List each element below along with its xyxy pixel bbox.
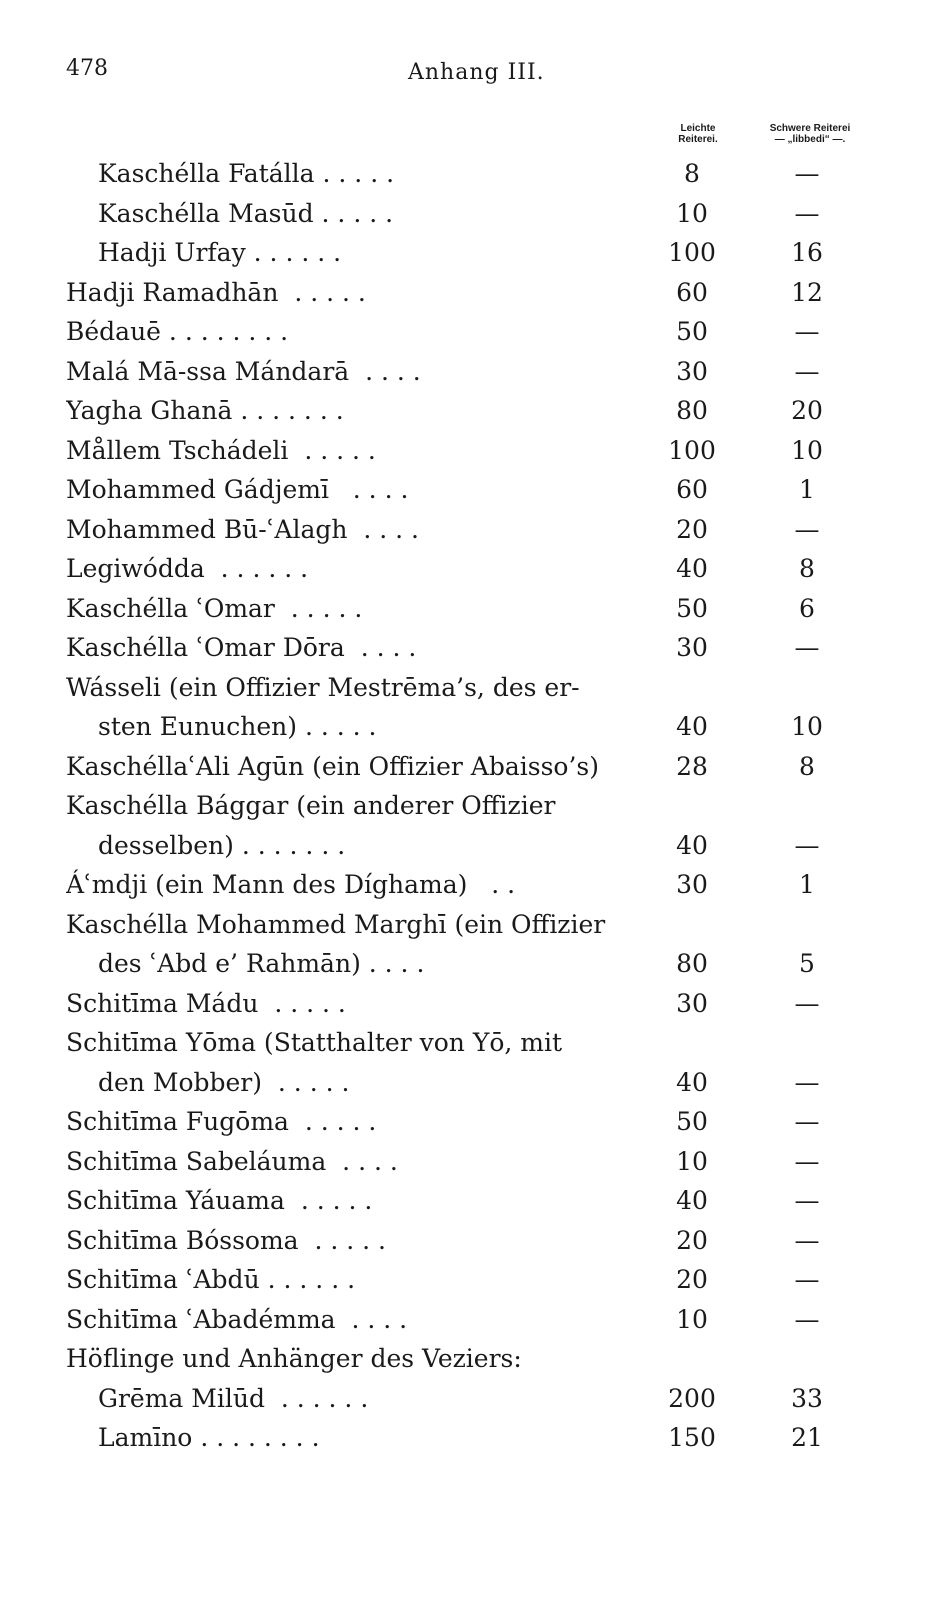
- row-name: [98, 194, 658, 234]
- row-name: [66, 549, 626, 589]
- column-header-line: Schwere Reiterei: [769, 123, 851, 134]
- table-row: [0, 826, 930, 866]
- table-row: [0, 1379, 930, 1419]
- table-row: [0, 628, 930, 668]
- row-leader-dots: . . . . .: [314, 159, 395, 188]
- row-leader-dots: . . . .: [328, 475, 409, 504]
- heavy-cavalry-value: —: [794, 198, 820, 228]
- row-name: [66, 668, 626, 708]
- row-name: [66, 431, 626, 471]
- light-cavalry-value: 50: [676, 593, 708, 623]
- row-leader-dots: . .: [467, 870, 516, 899]
- row-name: [98, 944, 658, 984]
- table-row: [0, 1300, 930, 1340]
- table-row: [0, 391, 930, 431]
- table-row: [0, 1102, 930, 1142]
- heavy-cavalry-value: 20: [791, 396, 823, 425]
- row-leader-dots: . . . .: [344, 633, 417, 662]
- row-name: [98, 707, 658, 747]
- light-cavalry-value: 30: [676, 633, 708, 662]
- heavy-cavalry-value: —: [794, 1067, 820, 1097]
- row-name: [66, 1142, 626, 1182]
- heavy-cavalry-value: —: [794, 1265, 820, 1294]
- row-leader-dots: . . . . . . .: [232, 396, 344, 425]
- table-row: [0, 944, 930, 984]
- row-label: Legiwódda: [66, 554, 205, 583]
- row-name: [66, 628, 626, 668]
- row-name: [98, 1379, 658, 1419]
- row-leader-dots: . . . . .: [262, 1067, 350, 1097]
- row-leader-dots: . . . .: [335, 1304, 408, 1334]
- row-name: [66, 865, 626, 905]
- row-label: sten Eunuchen): [98, 712, 298, 741]
- table-row: [0, 1418, 930, 1458]
- table-row: [0, 549, 930, 589]
- light-cavalry-value: 40: [676, 1067, 708, 1097]
- light-cavalry-value: 10: [676, 198, 708, 228]
- row-label: Mohammed Bū-ʿAlagh: [66, 514, 348, 544]
- row-name: [66, 786, 626, 826]
- table-row: [0, 470, 930, 510]
- row-name: [66, 1102, 626, 1142]
- light-cavalry-value: 40: [676, 554, 708, 583]
- row-leader-dots: . . . . .: [297, 712, 377, 741]
- row-name: [66, 1339, 626, 1379]
- row-name: [66, 352, 626, 392]
- row-label: Malá Mā-ssa Mándarā: [66, 356, 350, 386]
- row-leader-dots: . . . . . .: [259, 1265, 356, 1294]
- heavy-cavalry-value: 8: [799, 554, 815, 583]
- light-cavalry-value: 20: [676, 1225, 708, 1255]
- row-name: [98, 154, 658, 194]
- light-cavalry-value: 40: [676, 1186, 708, 1215]
- table-row: [0, 786, 930, 826]
- heavy-cavalry-value: 1: [799, 475, 815, 504]
- light-cavalry-value: 30: [676, 356, 708, 386]
- table-row: [0, 1142, 930, 1182]
- row-leader-dots: . . . . . . . .: [192, 1423, 320, 1452]
- row-leader-dots: . . . .: [326, 1146, 398, 1176]
- row-label: Kaschélla ʿOmar Dōra: [66, 633, 345, 662]
- row-name: [66, 1300, 626, 1340]
- row-label: Kaschélla ʿOmar: [66, 593, 275, 623]
- row-label: Schitīma Mádu: [66, 988, 259, 1018]
- row-leader-dots: . . . . .: [298, 1225, 386, 1255]
- row-name: [66, 1023, 626, 1063]
- light-cavalry-value: 100: [668, 238, 716, 267]
- light-cavalry-value: 10: [676, 1304, 708, 1334]
- light-cavalry-value: 80: [676, 396, 708, 425]
- light-cavalry-value: 50: [676, 317, 708, 346]
- row-label: Kaschélla Mohammed Marghī (ein Offizier: [66, 909, 606, 939]
- row-label: Schitīma Fugōma: [66, 1107, 289, 1136]
- light-cavalry-value: 150: [668, 1423, 716, 1452]
- row-label: Hadji Ramadhān: [66, 277, 279, 307]
- table-row: [0, 1063, 930, 1103]
- table-row: [0, 984, 930, 1024]
- row-label: Kaschélla Fatálla: [98, 159, 315, 188]
- table-row: [0, 865, 930, 905]
- heavy-cavalry-value: 21: [791, 1423, 823, 1452]
- table-row: [0, 1339, 930, 1379]
- table-row: [0, 589, 930, 629]
- column-header-line: Leichte: [680, 123, 716, 134]
- heavy-cavalry-value: —: [794, 159, 820, 188]
- light-cavalry-value: 10: [676, 1146, 708, 1176]
- row-leader-dots: . . . . .: [313, 198, 394, 228]
- heavy-cavalry-value: —: [794, 830, 820, 860]
- table-row: [0, 154, 930, 194]
- row-name: [66, 1260, 626, 1300]
- table-row: [0, 431, 930, 471]
- light-cavalry-value: 50: [676, 1107, 708, 1136]
- row-leader-dots: . . . . .: [278, 277, 366, 307]
- row-leader-dots: . . . .: [347, 514, 420, 544]
- heavy-cavalry-value: 5: [799, 949, 815, 978]
- row-name: [66, 1181, 626, 1221]
- table-row: [0, 707, 930, 747]
- row-label: Höflinge und Anhänger des Veziers:: [66, 1344, 522, 1373]
- row-label: Yagha Ghanā: [66, 396, 233, 425]
- row-leader-dots: . . . . . .: [264, 1383, 369, 1413]
- row-leader-dots: . . . . . .: [245, 238, 342, 267]
- light-cavalry-value: 60: [676, 475, 708, 504]
- cavalry-table: [0, 154, 930, 1458]
- row-label: Mohammed Gádjemī: [66, 475, 329, 504]
- heavy-cavalry-value: —: [794, 1107, 820, 1136]
- row-label: Schitīma Sabeláuma: [66, 1146, 327, 1176]
- row-label: Kaschélla Bággar (ein anderer Offizier: [66, 791, 556, 820]
- heavy-cavalry-value: —: [794, 317, 820, 346]
- light-cavalry-value: 200: [668, 1383, 716, 1413]
- row-label: Schitīma Yáuama: [66, 1186, 285, 1215]
- table-row: [0, 194, 930, 234]
- row-name: [66, 391, 626, 431]
- row-label: Lamīno: [98, 1423, 193, 1452]
- heavy-cavalry-value: 10: [791, 712, 823, 741]
- heavy-cavalry-value: 1: [799, 870, 815, 899]
- light-cavalry-value: 20: [676, 514, 708, 544]
- row-label: Áʿmdji (ein Mann des Díghama): [66, 870, 468, 899]
- table-row: [0, 352, 930, 392]
- table-row: [0, 1260, 930, 1300]
- heavy-cavalry-value: —: [794, 988, 820, 1018]
- heavy-cavalry-value: 10: [791, 435, 823, 465]
- row-label: desselben): [98, 830, 234, 860]
- row-leader-dots: . . . . .: [284, 1186, 373, 1215]
- heavy-cavalry-value: 8: [799, 751, 815, 781]
- table-row: [0, 273, 930, 313]
- row-name: [66, 1221, 626, 1261]
- light-cavalry-value: 60: [676, 277, 708, 307]
- row-name: [66, 312, 626, 352]
- table-row: [0, 1181, 930, 1221]
- row-leader-dots: . . . . . .: [204, 554, 309, 583]
- light-cavalry-value: 80: [676, 949, 708, 978]
- row-name: [66, 589, 626, 629]
- table-row: [0, 1023, 930, 1063]
- row-leader-dots: . . . . .: [274, 593, 363, 623]
- heavy-cavalry-value: 12: [791, 277, 823, 307]
- table-row: [0, 1221, 930, 1261]
- row-name: [98, 826, 658, 866]
- light-cavalry-value: 28: [676, 751, 708, 781]
- column-header-line: Reiterei.: [678, 134, 718, 145]
- table-row: [0, 747, 930, 787]
- light-cavalry-value: 30: [676, 870, 708, 899]
- heavy-cavalry-value: 16: [791, 238, 823, 267]
- light-cavalry-value: 20: [676, 1265, 708, 1294]
- row-label: Schitīma ʿAbdū: [66, 1265, 260, 1294]
- table-row: [0, 668, 930, 708]
- row-leader-dots: . . . . .: [258, 988, 346, 1018]
- row-name: [98, 1063, 658, 1103]
- light-cavalry-value: 8: [684, 159, 700, 188]
- row-label: KaschéllaʿAli Agūn (ein Offizier Abaisso’s): [66, 751, 599, 781]
- heavy-cavalry-value: —: [794, 356, 820, 386]
- table-row: [0, 510, 930, 550]
- row-name: [66, 905, 626, 945]
- row-label: Schitīma ʿAbadémma: [66, 1304, 336, 1334]
- light-cavalry-value: 40: [676, 830, 708, 860]
- row-name: [66, 510, 626, 550]
- page-number: 478: [66, 56, 108, 81]
- heavy-cavalry-value: —: [794, 633, 820, 662]
- heavy-cavalry-value: —: [794, 1146, 820, 1176]
- light-cavalry-value: 40: [676, 712, 708, 741]
- row-label: des ʿAbd e’ Rahmān): [98, 949, 361, 978]
- table-row: [0, 312, 930, 352]
- row-label: Wásseli (ein Offizier Mestrēma’s, des er-: [66, 672, 580, 702]
- row-label: Schitīma Bóssoma: [66, 1225, 299, 1255]
- table-row: [0, 233, 930, 273]
- table-row: [0, 905, 930, 945]
- row-name: [66, 747, 626, 787]
- row-label: Bédauē: [66, 317, 161, 346]
- heavy-cavalry-value: 6: [799, 593, 815, 623]
- heavy-cavalry-value: 33: [791, 1383, 823, 1413]
- heavy-cavalry-value: —: [794, 1225, 820, 1255]
- running-title: Anhang III.: [408, 60, 545, 85]
- light-cavalry-value: 30: [676, 988, 708, 1018]
- row-label: den Mobber): [98, 1067, 263, 1097]
- column-header-line: — „libbedi“ —.: [774, 134, 846, 145]
- row-leader-dots: . . . . .: [288, 435, 376, 465]
- row-leader-dots: . . . . . . .: [233, 830, 346, 860]
- heavy-cavalry-value: —: [794, 1304, 820, 1334]
- row-label: Kaschélla Masūd: [98, 198, 314, 228]
- column-header-light-cavalry: [668, 123, 728, 145]
- light-cavalry-value: 100: [668, 435, 716, 465]
- row-label: Schitīma Yōma (Statthalter von Yō, mit: [66, 1028, 563, 1057]
- row-label: Hadji Urfay: [98, 238, 246, 267]
- column-header-heavy-cavalry: [755, 123, 865, 145]
- row-name: [98, 1418, 658, 1458]
- row-leader-dots: . . . . .: [288, 1107, 377, 1136]
- heavy-cavalry-value: —: [794, 514, 820, 544]
- row-label: Mållem Tschádeli: [66, 435, 289, 465]
- row-leader-dots: . . . . . . . .: [160, 317, 289, 346]
- heavy-cavalry-value: —: [794, 1186, 820, 1215]
- row-label: Grēma Milūd: [98, 1383, 265, 1413]
- row-leader-dots: . . . .: [360, 949, 425, 978]
- row-name: [66, 273, 626, 313]
- row-name: [66, 470, 626, 510]
- row-name: [98, 233, 658, 273]
- row-leader-dots: . . . .: [349, 356, 421, 386]
- row-name: [66, 984, 626, 1024]
